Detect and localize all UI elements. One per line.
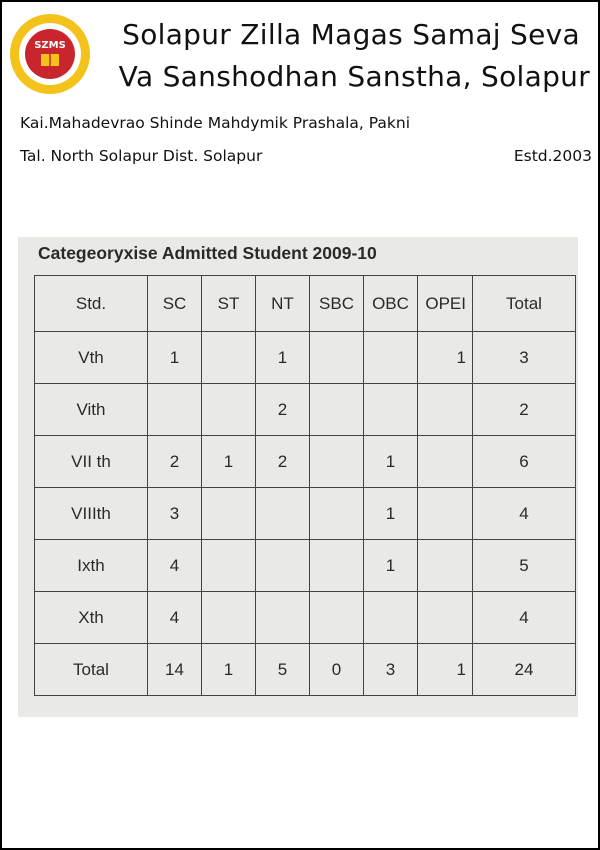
table-cell: 0 bbox=[310, 644, 364, 696]
table-cell: 4 bbox=[473, 592, 576, 644]
table-row bbox=[35, 592, 576, 644]
row-label-cell: Total bbox=[35, 644, 148, 696]
row-label-cell: Xth bbox=[35, 592, 148, 644]
table-cell: 6 bbox=[473, 436, 576, 488]
table-cell: 1 bbox=[202, 436, 256, 488]
column-header: Std. bbox=[35, 276, 148, 332]
table-cell bbox=[310, 436, 364, 488]
column-header: SBC bbox=[310, 276, 364, 332]
table-cell bbox=[202, 332, 256, 384]
table-cell: 2 bbox=[256, 436, 310, 488]
table-cell bbox=[148, 384, 202, 436]
row-label-cell: VIIIth bbox=[35, 488, 148, 540]
table-cell: 3 bbox=[148, 488, 202, 540]
table-row bbox=[35, 540, 576, 592]
table-row bbox=[35, 384, 576, 436]
organization-logo bbox=[8, 12, 92, 96]
table-cell bbox=[202, 540, 256, 592]
admission-table bbox=[34, 275, 576, 696]
table-cell bbox=[364, 332, 418, 384]
table-cell: 1 bbox=[364, 540, 418, 592]
total-row bbox=[35, 644, 576, 696]
row-label-cell: Ixth bbox=[35, 540, 148, 592]
table-cell bbox=[202, 488, 256, 540]
logo-text: SZMS bbox=[34, 40, 66, 51]
org-title-line1: Solapur Zilla Magas Samaj Seva bbox=[122, 18, 580, 51]
table-header-row bbox=[35, 276, 576, 332]
table-cell bbox=[202, 384, 256, 436]
table-cell: 24 bbox=[473, 644, 576, 696]
table-cell bbox=[418, 436, 473, 488]
table-cell: 2 bbox=[473, 384, 576, 436]
table-cell: 4 bbox=[473, 488, 576, 540]
table-cell: 1 bbox=[256, 332, 310, 384]
table-cell bbox=[310, 540, 364, 592]
column-header: OBC bbox=[364, 276, 418, 332]
table-cell: 2 bbox=[148, 436, 202, 488]
column-header: Total bbox=[473, 276, 576, 332]
scanned-table-image bbox=[18, 237, 578, 717]
table-cell: 3 bbox=[473, 332, 576, 384]
school-location: Tal. North Solapur Dist. Solapur bbox=[20, 147, 263, 165]
row-label-cell: Vith bbox=[35, 384, 148, 436]
table-cell bbox=[418, 540, 473, 592]
table-cell: 2 bbox=[256, 384, 310, 436]
table-cell bbox=[364, 592, 418, 644]
table-cell: 1 bbox=[364, 436, 418, 488]
school-name: Kai.Mahadevrao Shinde Mahdymik Prashala, Pakni bbox=[20, 114, 411, 132]
table-caption: Categeoryxise Admitted Student 2009-10 bbox=[38, 243, 377, 263]
table-cell bbox=[256, 488, 310, 540]
table-cell: 4 bbox=[148, 592, 202, 644]
table-cell: 3 bbox=[364, 644, 418, 696]
table-cell bbox=[256, 592, 310, 644]
column-header: OPEI bbox=[418, 276, 473, 332]
table-cell bbox=[310, 488, 364, 540]
table-row bbox=[35, 332, 576, 384]
table-cell bbox=[418, 488, 473, 540]
org-title-line2: Va Sanshodhan Sanstha, Solapur bbox=[118, 60, 590, 93]
column-header: ST bbox=[202, 276, 256, 332]
table-cell bbox=[256, 540, 310, 592]
table-cell bbox=[310, 332, 364, 384]
table-cell bbox=[418, 384, 473, 436]
table-row bbox=[35, 488, 576, 540]
column-header: NT bbox=[256, 276, 310, 332]
established-year: Estd.2003 bbox=[513, 147, 592, 165]
table-cell: 1 bbox=[202, 644, 256, 696]
table-cell: 4 bbox=[148, 540, 202, 592]
table-cell bbox=[310, 592, 364, 644]
table-cell bbox=[364, 384, 418, 436]
row-label-cell: Vth bbox=[35, 332, 148, 384]
table-cell: 1 bbox=[418, 644, 473, 696]
row-label-cell: VII th bbox=[35, 436, 148, 488]
table-cell bbox=[418, 592, 473, 644]
table-cell: 5 bbox=[256, 644, 310, 696]
table-cell: 1 bbox=[418, 332, 473, 384]
table-cell: 1 bbox=[148, 332, 202, 384]
table-cell bbox=[310, 384, 364, 436]
table-cell: 5 bbox=[473, 540, 576, 592]
table-cell: 14 bbox=[148, 644, 202, 696]
table-cell bbox=[202, 592, 256, 644]
table-row bbox=[35, 436, 576, 488]
column-header: SC bbox=[148, 276, 202, 332]
table-cell: 1 bbox=[364, 488, 418, 540]
